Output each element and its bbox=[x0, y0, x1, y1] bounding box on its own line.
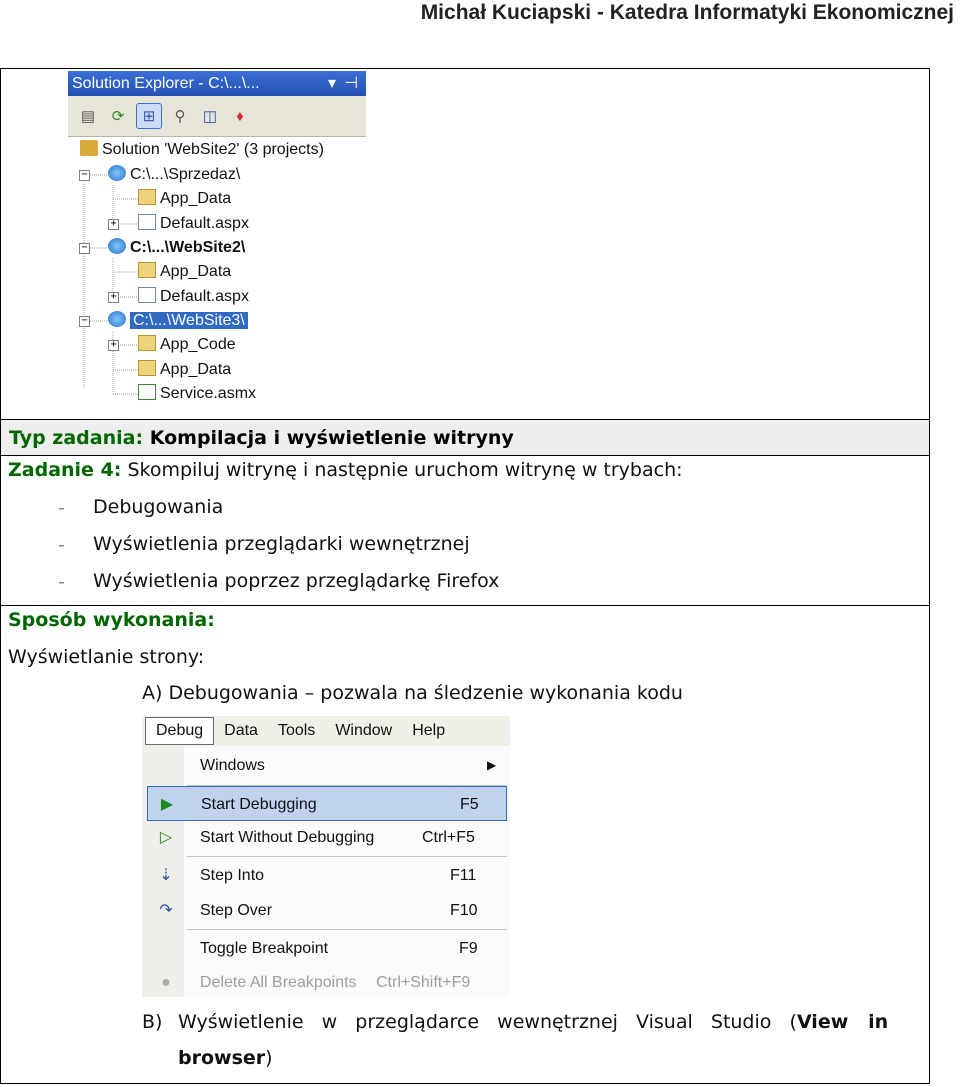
tree-item-solution[interactable]: Solution 'WebSite2' (3 projects) bbox=[80, 139, 324, 161]
menu-data[interactable]: Data bbox=[224, 722, 258, 739]
page-display-label: Wyświetlanie strony: bbox=[8, 646, 205, 668]
step-over-icon: ↷ bbox=[159, 902, 173, 919]
folder-icon bbox=[138, 360, 156, 376]
tree-item-folder[interactable]: App_Data bbox=[138, 188, 231, 210]
list-dash: - bbox=[58, 497, 65, 519]
website-globe-icon bbox=[108, 238, 126, 254]
menu-tools[interactable]: Tools bbox=[277, 722, 316, 739]
task-number: Zadanie 4: bbox=[8, 459, 122, 481]
tree-item-folder[interactable]: App_Data bbox=[138, 261, 231, 283]
menu-bar bbox=[142, 716, 510, 746]
menu-item-step-over[interactable]: ↷ Step Over F10 bbox=[142, 893, 510, 928]
collapse-icon[interactable]: − bbox=[79, 243, 90, 254]
dropdown-arrow-icon[interactable]: ▾ bbox=[327, 75, 336, 92]
task-text: Skompiluj witrynę i następnie uruchom witrynę w trybach: bbox=[127, 459, 683, 481]
menu-separator bbox=[187, 929, 507, 930]
expand-icon[interactable]: + bbox=[108, 340, 119, 351]
point-b-label: B) bbox=[142, 1011, 163, 1033]
list-item: Wyświetlenia poprzez przeglądarkę Firefox bbox=[93, 570, 500, 592]
list-dash: - bbox=[58, 534, 65, 556]
asmx-file-icon bbox=[138, 384, 156, 400]
task-type-label: Typ zadania: bbox=[9, 427, 144, 449]
properties-icon[interactable]: ▤ bbox=[80, 108, 96, 125]
solution-icon bbox=[80, 140, 98, 156]
menu-item-windows[interactable]: Windows ▶ bbox=[142, 748, 510, 783]
menu-debug[interactable]: Debug bbox=[145, 717, 214, 745]
tree-item-file[interactable]: Default.aspx bbox=[138, 286, 249, 308]
point-b-line2: browser) bbox=[178, 1047, 273, 1069]
collapse-icon[interactable]: − bbox=[79, 170, 90, 181]
menu-item-toggle-breakpoint[interactable]: Toggle Breakpoint F9 bbox=[200, 940, 478, 957]
task-description bbox=[8, 458, 683, 482]
solution-explorer bbox=[68, 71, 366, 406]
expand-icon[interactable]: + bbox=[108, 219, 119, 230]
submenu-arrow-icon: ▶ bbox=[487, 758, 497, 772]
debug-menu-screenshot bbox=[142, 716, 510, 997]
task-type-value: Kompilacja i wyświetlenie witryny bbox=[149, 427, 514, 449]
menu-item-start-without-debugging[interactable]: ▷ Start Without Debugging Ctrl+F5 bbox=[142, 820, 510, 855]
solution-explorer-toolbar bbox=[68, 96, 366, 137]
tree-item-project[interactable]: C:\...\WebSite2\ bbox=[108, 237, 245, 259]
menu-item-delete-all-breakpoints[interactable]: ● Delete All Breakpoints Ctrl+Shift+F9 bbox=[142, 965, 510, 997]
nest-files-icon[interactable]: ⊞ bbox=[136, 103, 162, 129]
refresh-icon[interactable]: ⟳ bbox=[111, 108, 125, 125]
tree-item-file[interactable]: Default.aspx bbox=[138, 213, 249, 235]
section-divider bbox=[1, 605, 929, 606]
website-globe-icon bbox=[108, 311, 126, 327]
folder-icon bbox=[138, 262, 156, 278]
asp-config-icon[interactable]: ♦ bbox=[236, 107, 244, 125]
menu-item-step-into[interactable]: ⇣ Step Into F11 bbox=[142, 858, 510, 893]
collapse-icon[interactable]: − bbox=[79, 316, 90, 327]
menu-window[interactable]: Window bbox=[335, 722, 393, 739]
solution-explorer-titlebar bbox=[68, 71, 366, 96]
aspx-file-icon bbox=[138, 287, 156, 303]
step-into-icon: ⇣ bbox=[159, 867, 173, 884]
task-type-bar bbox=[1, 419, 929, 456]
delete-breakpoints-icon: ● bbox=[161, 974, 171, 991]
list-item: Wyświetlenia przeglądarki wewnętrznej bbox=[93, 533, 470, 555]
point-b-line1: Wyświetlenie w przeglądarce wewnętrznej Visual Studio (View in bbox=[178, 1011, 889, 1033]
copy-website-icon[interactable]: ⚲ bbox=[174, 108, 186, 125]
tree-item-folder[interactable]: App_Data bbox=[138, 359, 231, 381]
menu-item-start-debugging[interactable]: ▶ Start Debugging F5 bbox=[147, 786, 507, 821]
point-a: A) Debugowania – pozwala na śledzenie wykonania kodu bbox=[142, 682, 683, 704]
tree-item-file[interactable]: Service.asmx bbox=[138, 383, 256, 405]
play-outline-icon: ▷ bbox=[159, 829, 173, 846]
solution-explorer-title: Solution Explorer - C:\...\... bbox=[72, 75, 260, 92]
tree-item-project[interactable]: C:\...\Sprzedaz\ bbox=[108, 164, 240, 186]
tree-item-project-selected[interactable]: C:\...\WebSite3\ bbox=[108, 310, 248, 332]
menu-separator bbox=[187, 856, 507, 857]
folder-icon bbox=[138, 189, 156, 205]
aspx-file-icon bbox=[138, 214, 156, 230]
folder-icon bbox=[138, 335, 156, 351]
website-globe-icon bbox=[108, 165, 126, 181]
list-dash: - bbox=[58, 571, 65, 593]
menu-help[interactable]: Help bbox=[412, 722, 446, 739]
page-header: Michał Kuciapski - Katedra Informatyki Ekonomicznej bbox=[420, 1, 954, 24]
expand-icon[interactable]: + bbox=[108, 292, 119, 303]
view-in-browser-icon[interactable]: ◫ bbox=[202, 108, 218, 125]
list-item: Debugowania bbox=[93, 496, 224, 518]
tree-item-folder[interactable]: App_Code bbox=[138, 334, 236, 356]
method-heading: Sposób wykonania: bbox=[8, 609, 215, 631]
pin-icon[interactable]: ⊣ bbox=[344, 75, 358, 92]
play-icon: ▶ bbox=[160, 796, 174, 813]
